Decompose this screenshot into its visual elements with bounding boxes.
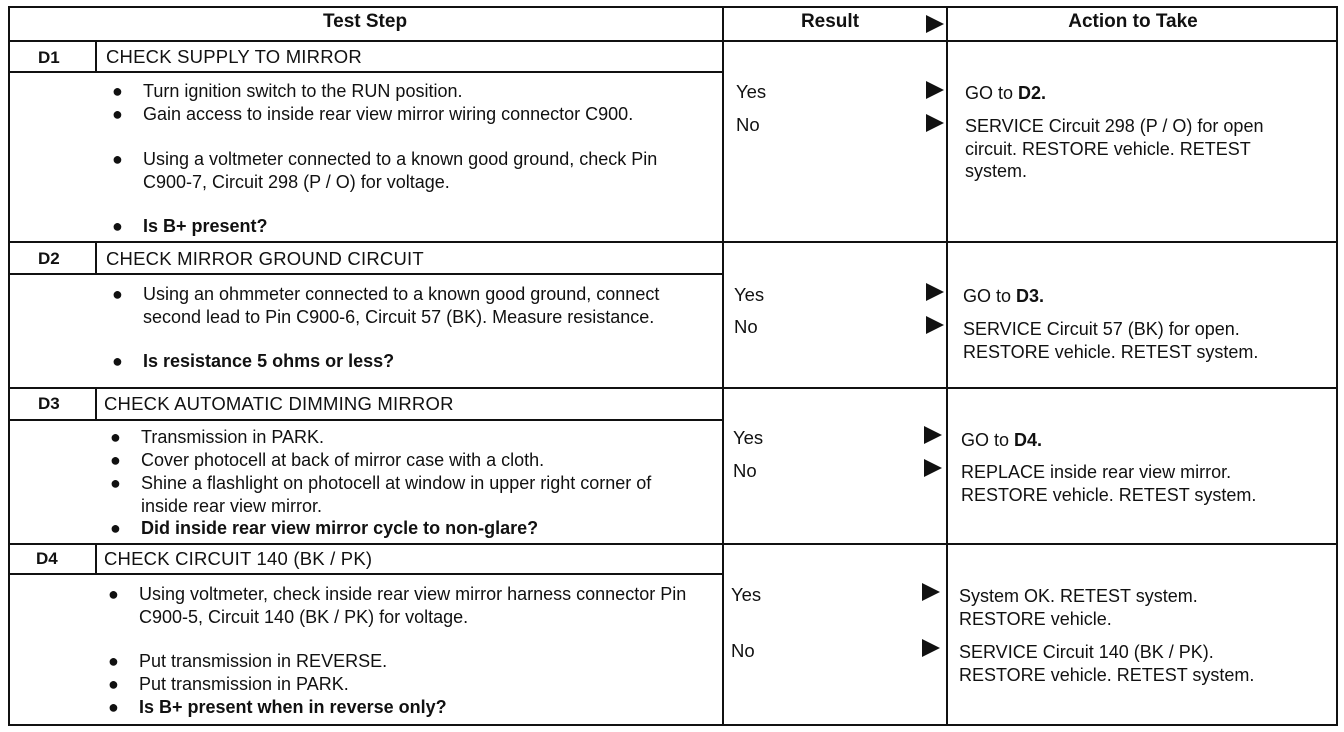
row-divider-d3 — [8, 387, 1338, 389]
d4-yes: Yes — [731, 584, 762, 605]
d3-title-underline — [8, 419, 724, 421]
bullet-icon: ● — [112, 216, 123, 236]
d3-no: No — [733, 460, 757, 481]
header-action: Action to Take — [1068, 11, 1198, 32]
d1-step-1: ● Turn ignition switch to the RUN position. — [112, 81, 463, 101]
bullet-icon: ● — [108, 651, 119, 671]
d2-title-underline — [8, 273, 724, 275]
d4-step-3: ● Put transmission in PARK. — [108, 674, 349, 694]
d4-no: No — [731, 640, 755, 661]
row-divider-d4 — [8, 543, 1338, 545]
d1-step-2: ● Gain access to inside rear view mirror wiring connector C900. — [112, 104, 634, 124]
d3-code: D3 — [38, 394, 60, 413]
d1-no-action: SERVICE Circuit 298 (P / O) for open circuit. RESTORE vehicle. RETEST system. — [965, 116, 1264, 181]
d3-title: CHECK AUTOMATIC DIMMING MIRROR — [104, 393, 454, 414]
header-bottom-line — [8, 40, 1338, 42]
header-test-step: Test Step — [322, 11, 408, 32]
table-border-left — [8, 6, 10, 726]
d2-code-divider — [95, 241, 97, 275]
d1-title: CHECK SUPPLY TO MIRROR — [106, 46, 362, 67]
header-arrow-icon — [926, 15, 944, 33]
d4-no-arrow-icon — [922, 639, 940, 657]
table-border-top — [8, 6, 1338, 8]
bullet-icon: ● — [108, 697, 119, 717]
bullet-icon: ● — [108, 674, 119, 694]
bullet-icon: ● — [112, 81, 123, 101]
bullet-icon: ● — [110, 473, 121, 493]
d1-yes-arrow-icon — [926, 81, 944, 99]
result-right-line — [946, 6, 948, 726]
d4-code: D4 — [36, 549, 58, 568]
d2-no: No — [734, 316, 758, 337]
d2-no-action: SERVICE Circuit 57 (BK) for open. RESTORE vehicle. RETEST system. — [963, 319, 1259, 362]
d3-step-4: ● Did inside rear view mirror cycle to non-glare? — [110, 518, 539, 538]
d1-step-4: ● Is B+ present? — [112, 216, 268, 236]
d4-yes-arrow-icon — [922, 583, 940, 601]
d4-yes-action: System OK. RETEST system. RESTORE vehicle. — [959, 586, 1198, 629]
d3-yes-action: GO to D4. — [961, 430, 1043, 450]
d3-step-3: ● Shine a flashlight on photocell at window in upper right corner of inside rear view mirror. — [110, 473, 652, 516]
d1-step-3: ● Using a voltmeter connected to a known good ground, check Pin C900-7, Circuit 298 (P / O) for voltage. — [112, 149, 658, 192]
d4-step-2: ● Put transmission in REVERSE. — [108, 651, 388, 671]
d3-yes: Yes — [733, 427, 764, 448]
d3-step-2: ● Cover photocell at back of mirror case with a cloth. — [110, 450, 545, 470]
bullet-icon: ● — [110, 427, 121, 447]
d4-code-divider — [95, 543, 97, 575]
d2-yes-action: GO to D3. — [963, 286, 1045, 306]
d4-title: CHECK CIRCUIT 140 (BK / PK) — [104, 548, 373, 569]
d3-step-1: ● Transmission in PARK. — [110, 427, 325, 447]
d1-code: D1 — [38, 48, 60, 67]
bullet-icon: ● — [112, 351, 123, 371]
d3-yes-arrow-icon — [924, 426, 942, 444]
d2-title: CHECK MIRROR GROUND CIRCUIT — [106, 248, 424, 269]
d3-no-action: REPLACE inside rear view mirror. RESTORE vehicle. RETEST system. — [961, 462, 1257, 505]
d4-step-4: ● Is B+ present when in reverse only? — [108, 697, 447, 717]
bullet-icon: ● — [112, 284, 123, 304]
d2-step-1: ● Using an ohmmeter connected to a known good ground, connect second lead to Pin C900-6, Circuit 57 (BK). Measure resistance. — [112, 284, 660, 327]
bullet-icon: ● — [110, 518, 121, 538]
d1-yes-action: GO to D2. — [965, 83, 1047, 103]
row-divider-d2 — [8, 241, 1338, 243]
bullet-icon: ● — [108, 584, 119, 604]
bullet-icon: ● — [110, 450, 121, 470]
d2-no-arrow-icon — [926, 316, 944, 334]
d2-yes: Yes — [734, 284, 765, 305]
d1-title-underline — [8, 71, 724, 73]
d1-yes: Yes — [736, 81, 767, 102]
table-border-bottom — [8, 724, 1338, 726]
d2-code: D2 — [38, 249, 60, 268]
d4-title-underline — [8, 573, 724, 575]
bullet-icon: ● — [112, 149, 123, 169]
header-result: Result — [800, 11, 860, 32]
d3-code-divider — [95, 387, 97, 421]
d1-no-arrow-icon — [926, 114, 944, 132]
d3-no-arrow-icon — [924, 459, 942, 477]
d4-step-1: ● Using voltmeter, check inside rear view mirror harness connector Pin C900-5, Circuit 140 (BK / PK) for voltage. — [108, 584, 687, 627]
table-border-right — [1336, 6, 1338, 726]
d2-yes-arrow-icon — [926, 283, 944, 301]
d1-no: No — [736, 114, 760, 135]
test-step-right-line — [722, 6, 724, 726]
bullet-icon: ● — [112, 104, 123, 124]
d2-step-2: ● Is resistance 5 ohms or less? — [112, 351, 395, 371]
d1-code-divider — [95, 40, 97, 73]
d4-no-action: SERVICE Circuit 140 (BK / PK). RESTORE vehicle. RETEST system. — [959, 642, 1255, 685]
